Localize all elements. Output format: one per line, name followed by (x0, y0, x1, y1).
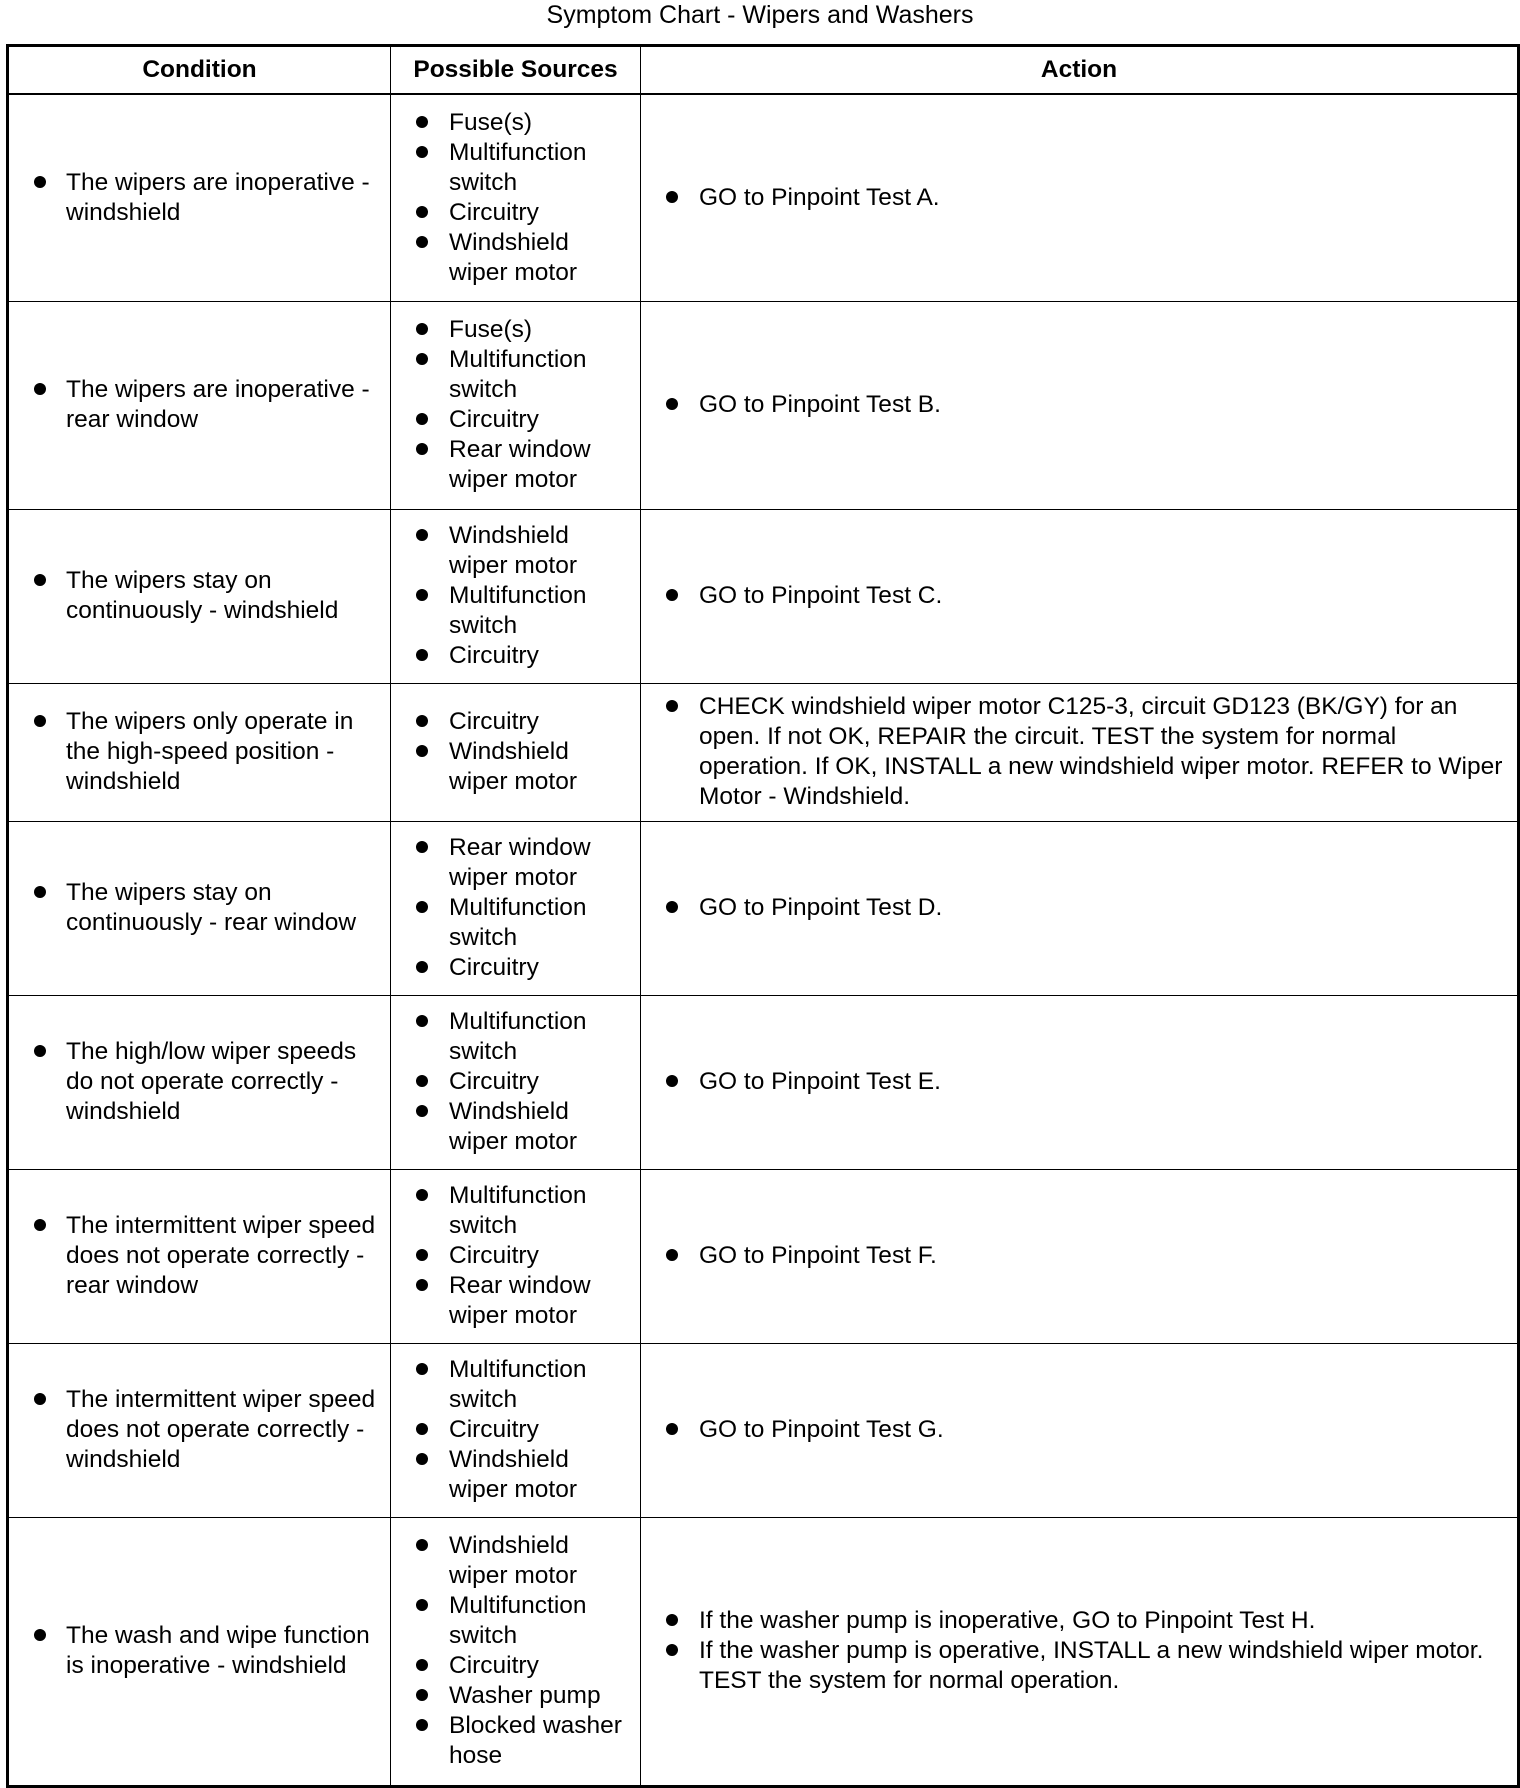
possible-source-item: Multifunction switch (449, 581, 634, 641)
condition-text: The intermittent wiper speed does not operate correctly - windshield (66, 1385, 380, 1475)
possible-sources-list (391, 1181, 640, 1331)
action-cell (641, 94, 1519, 301)
action-list (641, 1067, 1517, 1097)
condition-list (9, 1621, 390, 1681)
condition-text: The wipers are inoperative - windshield (66, 168, 380, 228)
possible-source-item: Circuitry (449, 1415, 634, 1445)
condition-list (9, 1385, 390, 1475)
condition-text: The high/low wiper speeds do not operate correctly - windshield (66, 1037, 380, 1127)
action-list (641, 390, 1517, 420)
action-list (641, 692, 1517, 812)
action-cell (641, 995, 1519, 1169)
possible-sources-cell (391, 301, 641, 509)
condition-cell (8, 683, 391, 821)
action-item: GO to Pinpoint Test B. (699, 390, 1511, 420)
possible-source-item: Windshield wiper motor (449, 1445, 634, 1505)
possible-sources-list (391, 707, 640, 797)
action-cell (641, 821, 1519, 995)
possible-source-item: Circuitry (449, 405, 634, 435)
possible-source-item: Rear window wiper motor (449, 833, 634, 893)
possible-source-item: Multifunction switch (449, 1181, 634, 1241)
possible-sources-list (391, 315, 640, 495)
possible-source-item: Circuitry (449, 1241, 634, 1271)
possible-sources-list (391, 108, 640, 288)
condition-list (9, 566, 390, 626)
possible-source-item: Circuitry (449, 1067, 634, 1097)
possible-source-item: Windshield wiper motor (449, 521, 634, 581)
action-cell (641, 1517, 1519, 1786)
action-cell (641, 1343, 1519, 1517)
table-row (8, 301, 1519, 509)
action-item: GO to Pinpoint Test C. (699, 581, 1511, 611)
action-item: If the washer pump is inoperative, GO to Pinpoint Test H. (699, 1606, 1511, 1636)
condition-list (9, 878, 390, 938)
action-item: If the washer pump is operative, INSTALL a new windshield wiper motor. TEST the system for normal operation. (699, 1636, 1511, 1696)
condition-cell (8, 995, 391, 1169)
action-item: GO to Pinpoint Test E. (699, 1067, 1511, 1097)
action-item: GO to Pinpoint Test A. (699, 183, 1511, 213)
possible-source-item: Multifunction switch (449, 1355, 634, 1415)
possible-source-item: Fuse(s) (449, 108, 634, 138)
possible-sources-list (391, 1531, 640, 1771)
table-header (8, 46, 1519, 95)
condition-list (9, 375, 390, 435)
action-list (641, 1241, 1517, 1271)
possible-sources-cell (391, 1343, 641, 1517)
condition-list (9, 707, 390, 797)
possible-source-item: Multifunction switch (449, 1007, 634, 1067)
possible-source-item: Rear window wiper motor (449, 435, 634, 495)
action-item: GO to Pinpoint Test F. (699, 1241, 1511, 1271)
condition-text: The wipers stay on continuously - rear window (66, 878, 380, 938)
condition-cell (8, 1517, 391, 1786)
condition-list (9, 1037, 390, 1127)
condition-cell (8, 509, 391, 683)
possible-sources-cell (391, 683, 641, 821)
condition-cell (8, 1343, 391, 1517)
table-row (8, 683, 1519, 821)
condition-list (9, 1211, 390, 1301)
header-possible-sources: Possible Sources (391, 46, 641, 95)
possible-source-item: Windshield wiper motor (449, 1097, 634, 1157)
action-list (641, 893, 1517, 923)
condition-cell (8, 301, 391, 509)
possible-source-item: Blocked washer hose (449, 1711, 634, 1771)
condition-cell (8, 94, 391, 301)
possible-source-item: Multifunction switch (449, 138, 634, 198)
header-condition: Condition (8, 46, 391, 95)
table-body (8, 94, 1519, 1786)
possible-source-item: Washer pump (449, 1681, 634, 1711)
possible-source-item: Windshield wiper motor (449, 228, 634, 288)
table-row (8, 94, 1519, 301)
possible-source-item: Circuitry (449, 953, 634, 983)
possible-source-item: Circuitry (449, 198, 634, 228)
table-row (8, 509, 1519, 683)
possible-sources-list (391, 833, 640, 983)
header-action: Action (641, 46, 1519, 95)
action-list (641, 1606, 1517, 1696)
possible-source-item: Windshield wiper motor (449, 1531, 634, 1591)
action-list (641, 183, 1517, 213)
condition-text: The wipers are inoperative - rear window (66, 375, 380, 435)
action-cell (641, 509, 1519, 683)
condition-text: The wipers only operate in the high-speed position - windshield (66, 707, 380, 797)
possible-source-item: Circuitry (449, 1651, 634, 1681)
possible-sources-cell (391, 1169, 641, 1343)
possible-source-item: Circuitry (449, 641, 634, 671)
condition-text: The intermittent wiper speed does not operate correctly - rear window (66, 1211, 380, 1301)
possible-source-item: Multifunction switch (449, 893, 634, 953)
condition-cell (8, 821, 391, 995)
header-row (8, 46, 1519, 95)
symptom-chart-table (6, 44, 1520, 1788)
possible-source-item: Rear window wiper motor (449, 1271, 634, 1331)
table-row (8, 1517, 1519, 1786)
table-row (8, 1343, 1519, 1517)
possible-sources-cell (391, 1517, 641, 1786)
possible-source-item: Circuitry (449, 707, 634, 737)
possible-source-item: Multifunction switch (449, 1591, 634, 1651)
possible-sources-cell (391, 821, 641, 995)
possible-source-item: Multifunction switch (449, 345, 634, 405)
action-item: GO to Pinpoint Test G. (699, 1415, 1511, 1445)
possible-sources-list (391, 521, 640, 671)
table-row (8, 995, 1519, 1169)
possible-sources-list (391, 1355, 640, 1505)
table-row (8, 821, 1519, 995)
action-cell (641, 301, 1519, 509)
possible-source-item: Fuse(s) (449, 315, 634, 345)
possible-sources-cell (391, 995, 641, 1169)
condition-text: The wipers stay on continuously - windshield (66, 566, 380, 626)
possible-sources-cell (391, 509, 641, 683)
table-row (8, 1169, 1519, 1343)
action-item: CHECK windshield wiper motor C125-3, circuit GD123 (BK/GY) for an open. If not OK, REPAIR the circuit. TEST the system for normal operation. If OK, INSTALL a new windshield wiper motor. REFER to Wiper Motor - Windshield. (699, 692, 1511, 812)
action-list (641, 1415, 1517, 1445)
possible-source-item: Windshield wiper motor (449, 737, 634, 797)
condition-text: The wash and wipe function is inoperative - windshield (66, 1621, 380, 1681)
action-cell (641, 683, 1519, 821)
condition-cell (8, 1169, 391, 1343)
possible-sources-cell (391, 94, 641, 301)
action-cell (641, 1169, 1519, 1343)
possible-sources-list (391, 1007, 640, 1157)
action-list (641, 581, 1517, 611)
condition-list (9, 168, 390, 228)
action-item: GO to Pinpoint Test D. (699, 893, 1511, 923)
chart-title: Symptom Chart - Wipers and Washers (546, 1, 974, 29)
